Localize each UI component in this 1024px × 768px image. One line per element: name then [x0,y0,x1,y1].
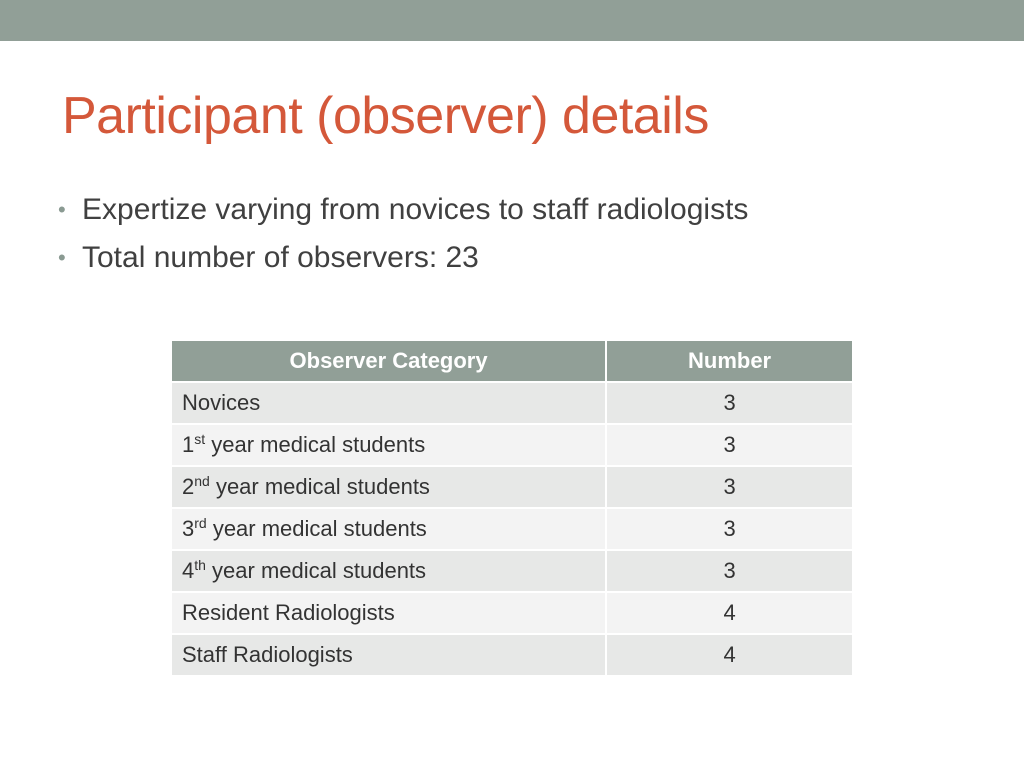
number-cell: 3 [606,424,853,466]
bullet-icon: • [58,197,66,222]
category-cell: Resident Radiologists [171,592,606,634]
table-header-row [171,340,853,382]
category-cell: 3rd year medical students [171,508,606,550]
number-cell: 3 [606,466,853,508]
number-cell: 4 [606,592,853,634]
category-cell: 2nd year medical students [171,466,606,508]
table-row [171,592,853,634]
bullet-item [58,234,748,282]
table-row [171,550,853,592]
number-cell: 3 [606,382,853,424]
table-row [171,382,853,424]
observer-table [170,339,854,677]
table-row [171,466,853,508]
category-cell: Staff Radiologists [171,634,606,676]
table-row [171,508,853,550]
table-row [171,424,853,466]
bullet-item [58,186,748,234]
category-cell: 1st year medical students [171,424,606,466]
top-accent-band [0,0,1024,41]
category-cell: 4th year medical students [171,550,606,592]
bullet-text: Total number of observers: 23 [82,241,479,274]
bullet-icon: • [58,245,66,270]
header-observer-category: Observer Category [171,340,606,382]
table-row [171,634,853,676]
bullet-text: Expertize varying from novices to staff radiologists [82,193,749,226]
number-cell: 3 [606,550,853,592]
category-cell: Novices [171,382,606,424]
number-cell: 4 [606,634,853,676]
bullet-list [58,186,748,282]
slide-title: Participant (observer) details [62,87,709,145]
header-number: Number [606,340,853,382]
number-cell: 3 [606,508,853,550]
